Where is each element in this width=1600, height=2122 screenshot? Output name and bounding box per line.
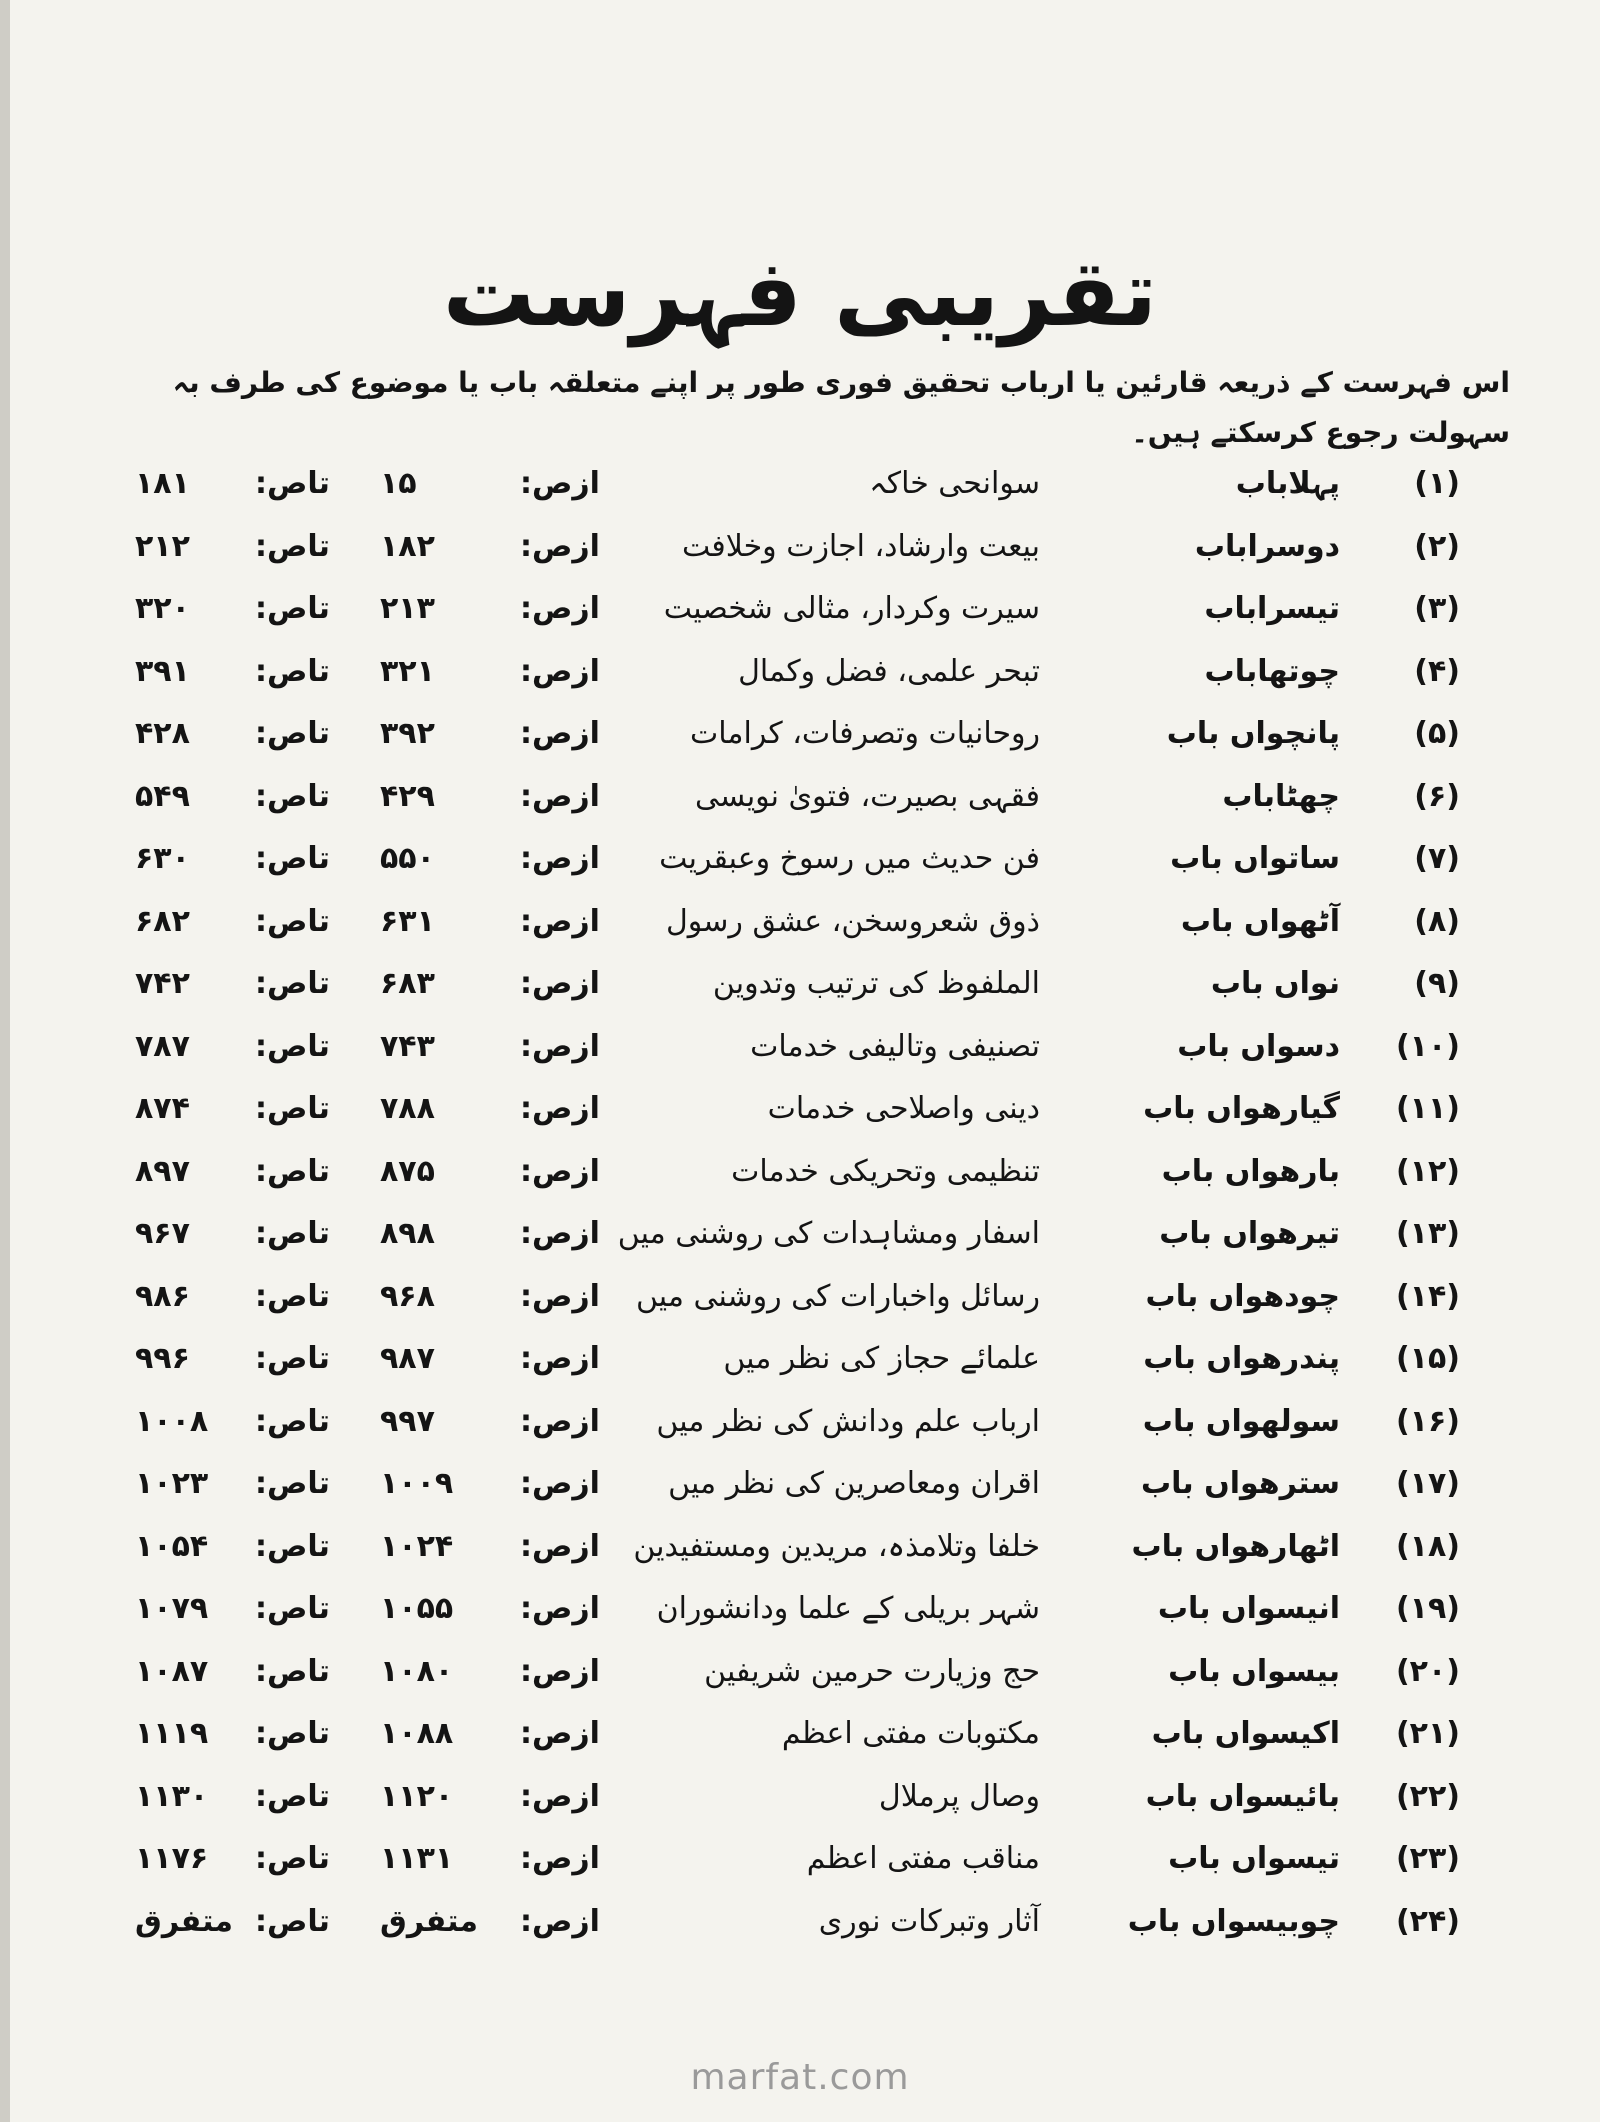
chapter-topic: اسفار ومشاہدات کی روشنی میں <box>617 1216 1040 1251</box>
to-page-value: ۹۸۶ <box>135 1278 190 1314</box>
chapter-number: (۳) <box>1414 591 1460 626</box>
chapter-topic: علمائے حجاز کی نظر میں <box>723 1341 1040 1376</box>
from-page-value: ۱۵ <box>380 466 417 501</box>
page-title: تقریبی فہرست <box>442 240 1158 347</box>
chapter-name: چودھواں باب <box>1145 1278 1340 1314</box>
from-page-value: ۶۸۳ <box>380 966 435 1001</box>
to-page-label: تاص: <box>255 653 330 689</box>
chapter-name: بیسواں باب <box>1168 1653 1340 1689</box>
to-page-label: تاص: <box>255 1091 330 1126</box>
from-page-label: ازص: <box>520 1403 600 1439</box>
chapter-topic: بیعت وارشاد، اجازت وخلافت <box>681 528 1040 564</box>
from-page-label: ازص: <box>520 1466 600 1501</box>
toc-row <box>0 450 1600 518</box>
chapter-topic: شہر بریلی کے علما ودانشوران <box>656 1591 1040 1626</box>
chapter-topic: فقہی بصیرت، فتویٰ نویسی <box>695 778 1040 814</box>
to-page-label: تاص: <box>255 1278 330 1314</box>
from-page-label: ازص: <box>520 778 600 814</box>
to-page-label: تاص: <box>255 1778 330 1814</box>
chapter-number: (۲۴) <box>1395 1903 1460 1939</box>
toc-row <box>0 1200 1600 1268</box>
to-page-label: تاص: <box>255 1028 330 1064</box>
chapter-topic: اقران ومعاصرین کی نظر میں <box>668 1466 1040 1501</box>
from-page-value: ۲۱۳ <box>380 591 435 626</box>
to-page-value: ۱۰۰۸ <box>135 1403 209 1439</box>
chapter-number: (۶) <box>1414 778 1460 814</box>
to-page-label: تاص: <box>255 1403 330 1439</box>
chapter-number: (۷) <box>1414 841 1460 876</box>
chapter-number: (۱۴) <box>1395 1278 1460 1314</box>
chapter-topic: تبحر علمی، فضل وکمال <box>738 653 1040 689</box>
from-page-value: ۱۰۸۸ <box>380 1716 454 1751</box>
to-page-value: متفرق <box>135 1903 233 1939</box>
to-page-value: ۷۴۲ <box>135 966 190 1001</box>
from-page-value: ۱۰۸۰ <box>380 1653 454 1689</box>
to-page-label: تاص: <box>255 1653 330 1689</box>
chapter-number: (۱۰) <box>1395 1028 1460 1064</box>
chapter-name: نواں باب <box>1210 966 1340 1001</box>
chapter-name: چوتھاباب <box>1204 653 1340 689</box>
from-page-value: ۹۶۸ <box>380 1278 435 1314</box>
chapter-topic: رسائل واخبارات کی روشنی میں <box>635 1278 1040 1314</box>
to-page-label: تاص: <box>255 1153 330 1189</box>
from-page-value: ۱۱۳۱ <box>380 1841 454 1876</box>
to-page-value: ۱۰۲۳ <box>135 1466 209 1501</box>
to-page-label: تاص: <box>255 903 330 939</box>
chapter-number: (۱۶) <box>1395 1403 1460 1439</box>
chapter-name: بائیسواں باب <box>1145 1778 1340 1814</box>
to-page-label: تاص: <box>255 1591 330 1626</box>
chapter-topic: فن حدیث میں رسوخ وعبقریت <box>659 841 1040 876</box>
from-page-label: ازص: <box>520 1653 600 1689</box>
from-page-label: ازص: <box>520 716 600 751</box>
to-page-value: ۹۹۶ <box>135 1341 190 1376</box>
chapter-name: ساتواں باب <box>1170 841 1340 876</box>
to-page-label: تاص: <box>255 1466 330 1501</box>
from-page-value: ۷۴۳ <box>380 1028 435 1064</box>
chapter-number: (۲۲) <box>1395 1778 1460 1814</box>
chapter-name: تیرھواں باب <box>1159 1216 1340 1251</box>
to-page-label: تاص: <box>255 1716 330 1751</box>
from-page-value: ۳۹۲ <box>380 716 435 751</box>
chapter-topic: مکتوبات مفتی اعظم <box>781 1716 1040 1751</box>
toc-row <box>0 1700 1600 1768</box>
chapter-number: (۲) <box>1414 528 1460 564</box>
to-page-label: تاص: <box>255 528 330 564</box>
chapter-name: سولھواں باب <box>1142 1403 1340 1439</box>
chapter-number: (۱۷) <box>1395 1466 1460 1501</box>
chapter-topic: خلفا وتلامذہ، مریدین ومستفیدین <box>633 1528 1040 1564</box>
toc-row <box>0 1888 1600 1956</box>
chapter-number: (۱۹) <box>1395 1591 1460 1626</box>
chapter-name: تیسواں باب <box>1168 1841 1340 1876</box>
chapter-topic: روحانیات وتصرفات، کرامات <box>690 716 1040 751</box>
toc-row <box>0 1513 1600 1581</box>
from-page-value: ۱۰۵۵ <box>380 1591 454 1626</box>
toc-row <box>0 575 1600 643</box>
chapter-number: (۹) <box>1414 966 1460 1001</box>
to-page-value: ۹۶۷ <box>135 1216 190 1251</box>
from-page-label: ازص: <box>520 841 600 876</box>
from-page-label: ازص: <box>520 1028 600 1064</box>
toc-row <box>0 825 1600 893</box>
chapter-name: چھٹاباب <box>1222 778 1340 814</box>
from-page-label: ازص: <box>520 1341 600 1376</box>
chapter-topic: سیرت وکردار، مثالی شخصیت <box>663 591 1040 626</box>
chapter-name: گیارھواں باب <box>1143 1091 1340 1126</box>
chapter-name: آٹھواں باب <box>1180 903 1340 939</box>
toc-row <box>0 700 1600 768</box>
toc-row <box>0 1388 1600 1456</box>
to-page-value: ۱۱۷۶ <box>135 1841 209 1876</box>
from-page-label: ازص: <box>520 653 600 689</box>
to-page-value: ۵۴۹ <box>135 778 190 814</box>
chapter-name: انیسواں باب <box>1157 1591 1340 1626</box>
from-page-label: ازص: <box>520 903 600 939</box>
chapter-topic: وصال پرملال <box>878 1778 1040 1814</box>
from-page-label: ازص: <box>520 1903 600 1939</box>
chapter-topic: مناقب مفتی اعظم <box>806 1841 1040 1876</box>
chapter-name: بارھواں باب <box>1161 1153 1340 1189</box>
chapter-name: پندرھواں باب <box>1143 1341 1340 1376</box>
toc-row <box>0 1263 1600 1331</box>
chapter-number: (۴) <box>1414 653 1460 689</box>
chapter-number: (۱۲) <box>1395 1153 1460 1189</box>
intro-paragraph: اس فہرست کے ذریعہ قارئین یا ارباب تحقیق فوری طور پر اپنے متعلقہ باب یا موضوع کی طرف بہ سہولت رجوع کرسکتے ہیں۔ <box>172 366 1510 449</box>
to-page-label: تاص: <box>255 778 330 814</box>
chapter-topic: سوانحی خاکہ <box>869 466 1040 501</box>
from-page-value: ۴۲۹ <box>380 778 435 814</box>
toc-row <box>0 638 1600 706</box>
chapter-topic: الملفوظ کی ترتیب وتدوین <box>712 966 1040 1001</box>
chapter-topic: حج وزیارت حرمین شریفین <box>704 1653 1040 1689</box>
from-page-label: ازص: <box>520 1528 600 1564</box>
from-page-label: ازص: <box>520 1216 600 1251</box>
chapter-number: (۱۱) <box>1395 1091 1460 1126</box>
to-page-value: ۶۳۰ <box>135 841 190 876</box>
to-page-value: ۳۲۰ <box>135 591 190 626</box>
from-page-label: ازص: <box>520 591 600 626</box>
to-page-label: تاص: <box>255 1216 330 1251</box>
from-page-label: ازص: <box>520 1091 600 1126</box>
from-page-value: متفرق <box>380 1903 478 1939</box>
chapter-name: چوبیسواں باب <box>1127 1903 1340 1939</box>
to-page-value: ۷۸۷ <box>135 1028 190 1064</box>
from-page-value: ۱۸۲ <box>380 528 435 564</box>
chapter-name: تیسراباب <box>1204 591 1340 626</box>
chapter-number: (۱) <box>1414 466 1460 501</box>
from-page-value: ۶۳۱ <box>380 903 435 939</box>
chapter-number: (۲۰) <box>1395 1653 1460 1689</box>
toc-row <box>0 1638 1600 1706</box>
from-page-label: ازص: <box>520 1716 600 1751</box>
to-page-value: ۱۱۳۰ <box>135 1778 209 1814</box>
from-page-label: ازص: <box>520 966 600 1001</box>
toc-row <box>0 1138 1600 1206</box>
from-page-label: ازص: <box>520 1278 600 1314</box>
watermark-footer: marfat.com <box>690 2057 910 2098</box>
toc-row <box>0 763 1600 831</box>
chapter-number: (۵) <box>1414 716 1460 751</box>
to-page-value: ۱۱۱۹ <box>135 1716 209 1751</box>
toc-row <box>0 888 1600 956</box>
from-page-value: ۱۰۲۴ <box>380 1528 454 1564</box>
to-page-value: ۱۸۱ <box>135 466 190 501</box>
to-page-value: ۱۰۸۷ <box>135 1653 209 1689</box>
chapter-number: (۸) <box>1414 903 1460 939</box>
to-page-label: تاص: <box>255 841 330 876</box>
chapter-name: سترھواں باب <box>1140 1466 1340 1501</box>
from-page-label: ازص: <box>520 1841 600 1876</box>
from-page-value: ۷۸۸ <box>380 1091 435 1126</box>
from-page-value: ۹۸۷ <box>380 1341 435 1376</box>
chapter-name: پہلاباب <box>1235 466 1340 501</box>
from-page-value: ۸۷۵ <box>380 1153 435 1189</box>
from-page-value: ۹۹۷ <box>380 1403 435 1439</box>
chapter-topic: دینی واصلاحی خدمات <box>767 1091 1040 1126</box>
chapter-name: اکیسواں باب <box>1151 1716 1340 1751</box>
chapter-topic: ذوق شعروسخن، عشق رسول <box>665 903 1040 939</box>
to-page-label: تاص: <box>255 1341 330 1376</box>
toc-row <box>0 1450 1600 1518</box>
chapter-number: (۱۳) <box>1395 1216 1460 1251</box>
from-page-label: ازص: <box>520 1591 600 1626</box>
from-page-value: ۱۱۲۰ <box>380 1778 454 1814</box>
to-page-value: ۲۱۲ <box>135 528 190 564</box>
chapter-name: اٹھارھواں باب <box>1131 1528 1340 1564</box>
chapter-topic: ارباب علم ودانش کی نظر میں <box>656 1403 1040 1439</box>
chapter-number: (۱۵) <box>1395 1341 1460 1376</box>
toc-row <box>0 1325 1600 1393</box>
to-page-value: ۶۸۲ <box>135 903 190 939</box>
from-page-label: ازص: <box>520 1153 600 1189</box>
toc-row <box>0 1763 1600 1831</box>
from-page-label: ازص: <box>520 1778 600 1814</box>
to-page-value: ۳۹۱ <box>135 653 190 689</box>
chapter-topic: تنظیمی وتحریکی خدمات <box>731 1153 1040 1189</box>
to-page-value: ۱۰۷۹ <box>135 1591 209 1626</box>
to-page-label: تاص: <box>255 466 330 501</box>
toc-row <box>0 1075 1600 1143</box>
from-page-value: ۵۵۰ <box>380 841 435 876</box>
toc-row <box>0 950 1600 1018</box>
chapter-name: دوسراباب <box>1194 528 1340 564</box>
to-page-value: ۱۰۵۴ <box>135 1528 209 1564</box>
chapter-topic: آثار وتبرکات نوری <box>818 1903 1040 1939</box>
chapter-topic: تصنیفی وتالیفی خدمات <box>750 1028 1040 1064</box>
toc-row <box>0 1013 1600 1081</box>
to-page-value: ۸۷۴ <box>135 1091 190 1126</box>
from-page-label: ازص: <box>520 528 600 564</box>
toc-row <box>0 1575 1600 1643</box>
chapter-number: (۱۸) <box>1395 1528 1460 1564</box>
to-page-label: تاص: <box>255 1903 330 1939</box>
from-page-value: ۳۲۱ <box>380 653 435 689</box>
to-page-value: ۴۲۸ <box>135 716 190 751</box>
to-page-label: تاص: <box>255 1841 330 1876</box>
to-page-label: تاص: <box>255 591 330 626</box>
from-page-value: ۱۰۰۹ <box>380 1466 454 1501</box>
table-of-contents <box>0 450 1600 2010</box>
chapter-name: دسواں باب <box>1177 1028 1340 1064</box>
chapter-name: پانچواں باب <box>1166 716 1340 751</box>
to-page-label: تاص: <box>255 1528 330 1564</box>
to-page-label: تاص: <box>255 716 330 751</box>
toc-row <box>0 513 1600 581</box>
from-page-value: ۸۹۸ <box>380 1216 435 1251</box>
toc-row <box>0 1825 1600 1893</box>
to-page-label: تاص: <box>255 966 330 1001</box>
chapter-number: (۲۱) <box>1395 1716 1460 1751</box>
from-page-label: ازص: <box>520 466 600 501</box>
chapter-number: (۲۳) <box>1395 1841 1460 1876</box>
to-page-value: ۸۹۷ <box>135 1153 190 1189</box>
